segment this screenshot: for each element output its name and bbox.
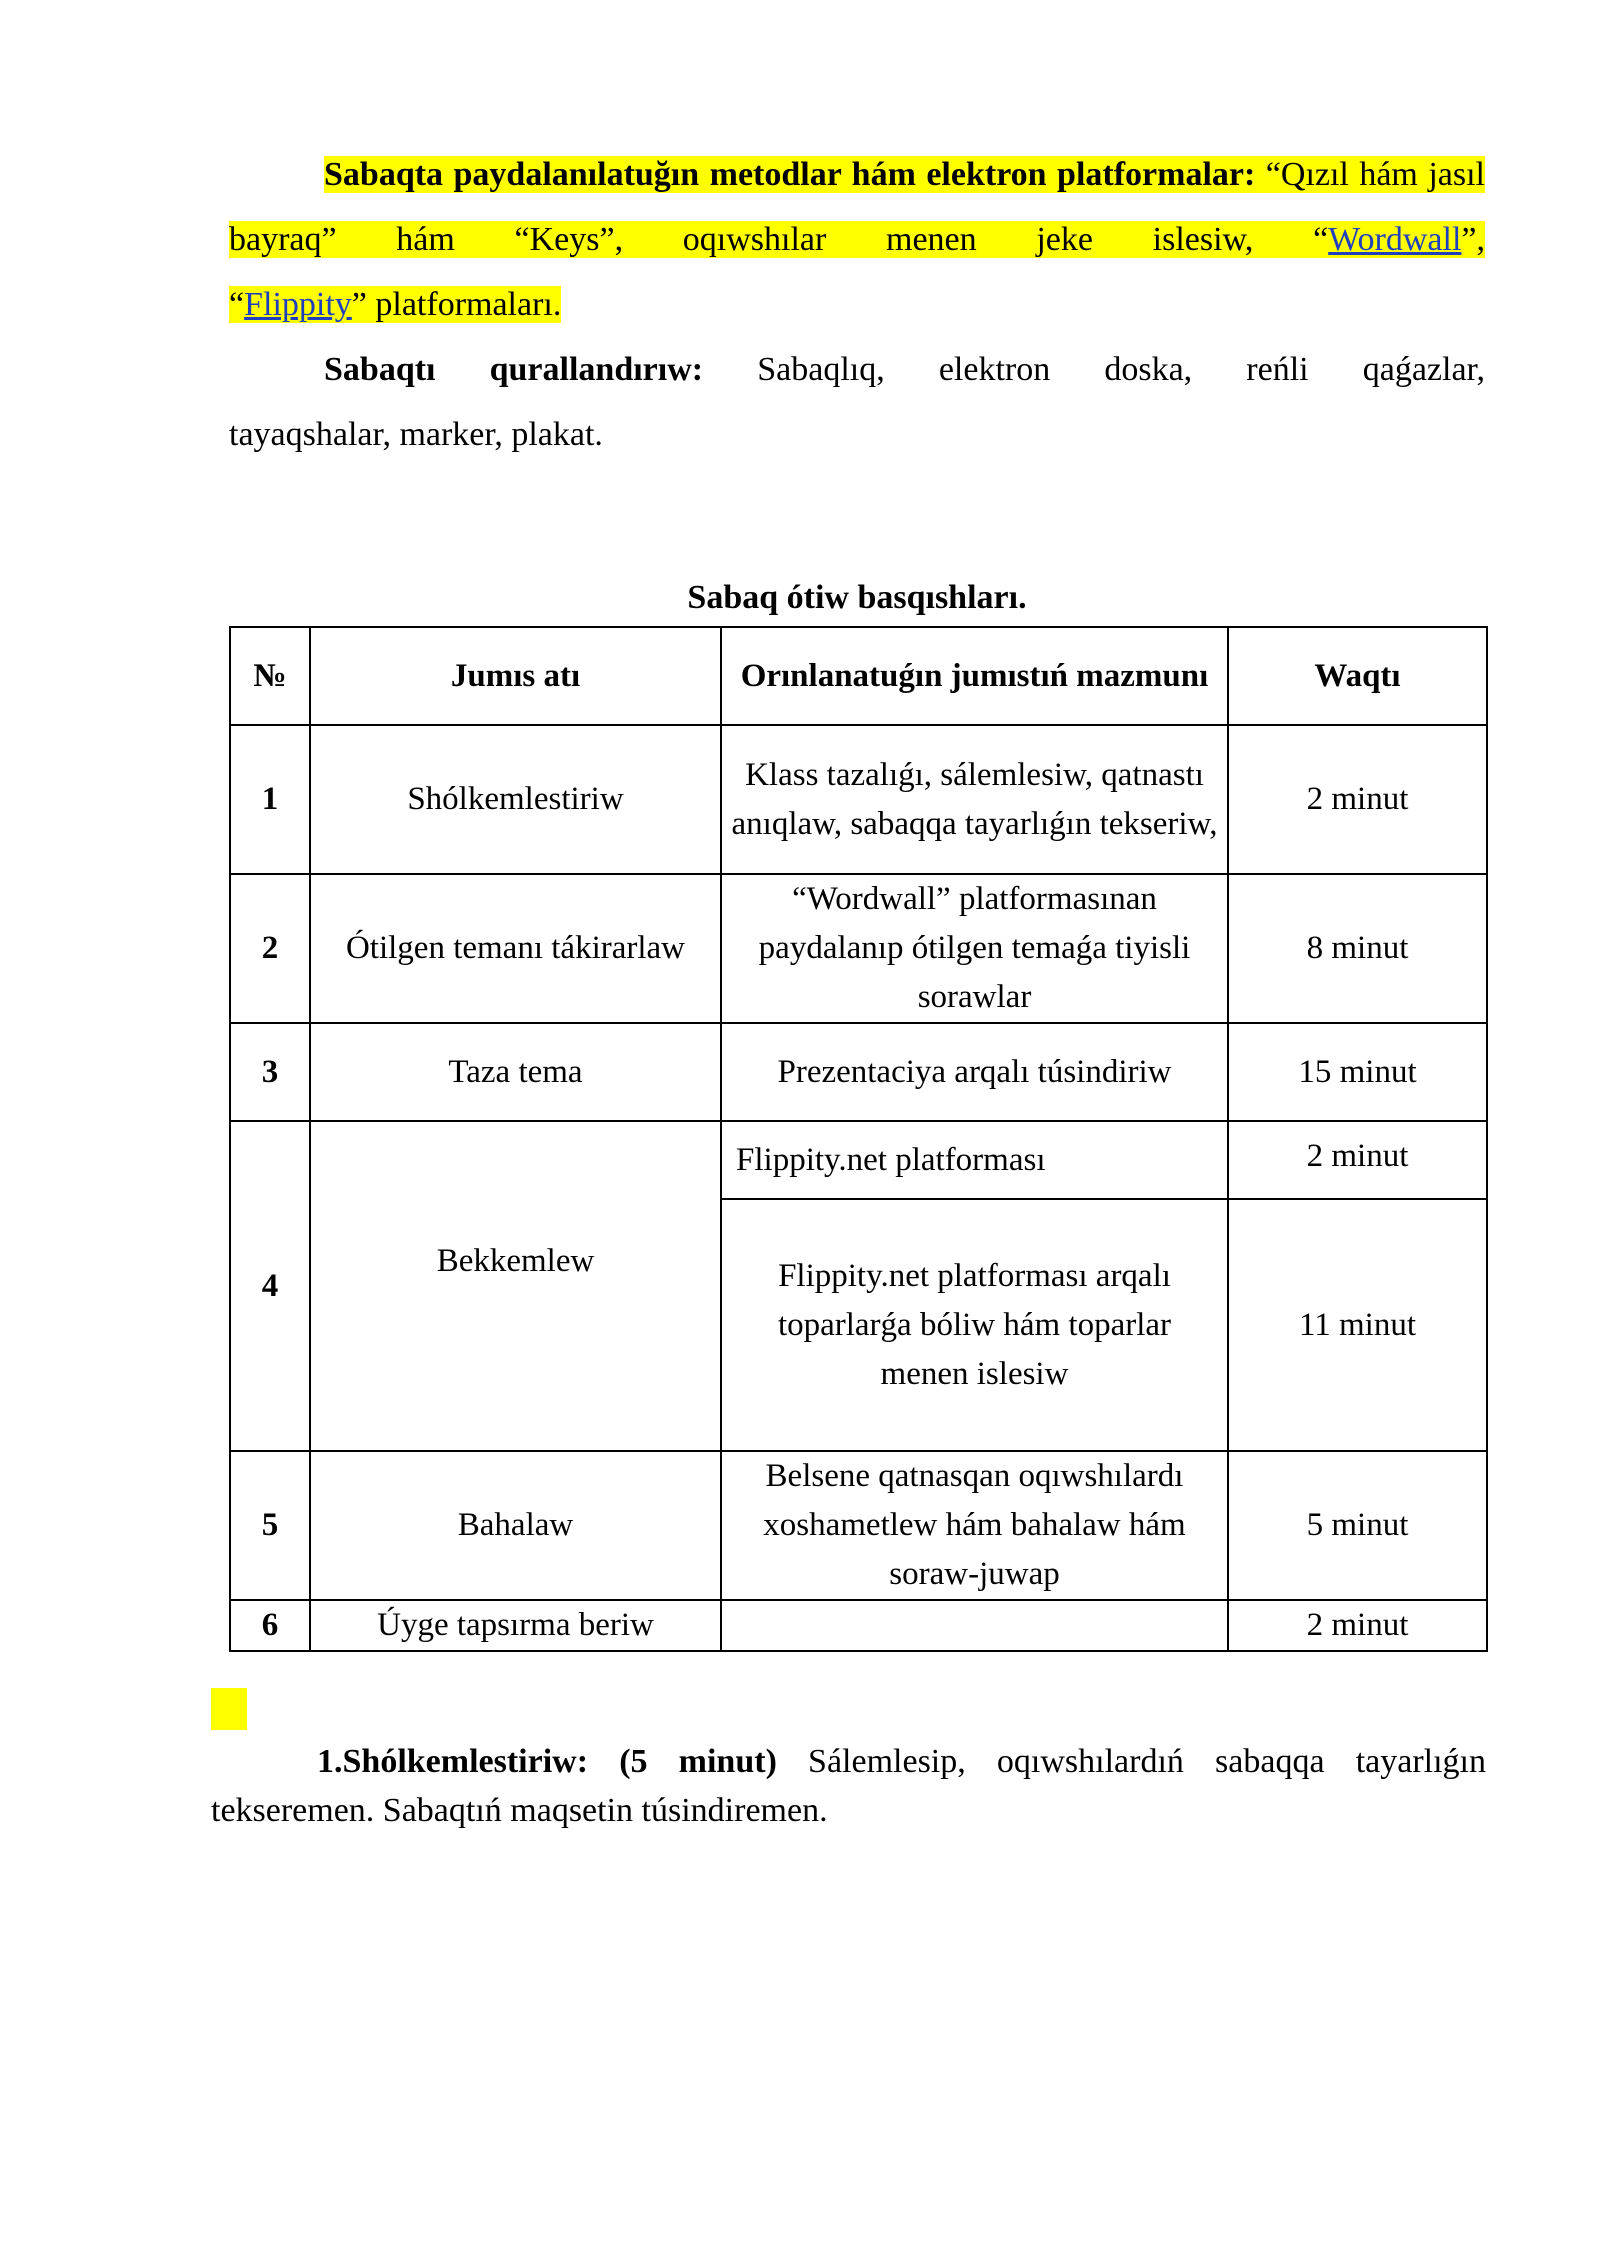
table-row [230, 1451, 1487, 1600]
header-time: Waqtı [1228, 627, 1487, 725]
row-task-name: Taza tema [310, 1023, 721, 1121]
methods-paragraph [229, 142, 1485, 272]
table-row [230, 725, 1487, 874]
row-time: 2 minut [1228, 1600, 1487, 1651]
row-time: 2 minut [1228, 725, 1487, 874]
row-number: 6 [230, 1600, 310, 1651]
row-task-content: Belsene qatnasqan oqıwshılardı xoshametlew hám bahalaw hám soraw-juwap [721, 1451, 1228, 1600]
row-task-content: Klass tazalıǵı, sálemlesiw, qatnastı anıqlaw, sabaqqa tayarlıǵın tekseriw, [721, 725, 1228, 874]
section1-text: Sálemlesip, oqıwshılardıń sabaqqa tayarlıǵın tekseremen. Sabaqtıń maqsetin túsindiremen. [211, 1743, 1486, 1829]
row-time: 11 minut [1228, 1199, 1487, 1451]
methods-text-2: ”, [1461, 221, 1485, 258]
wordwall-link[interactable]: Wordwall [1328, 221, 1462, 258]
row-number: 5 [230, 1451, 310, 1600]
table-caption: Sabaq ótiw basqıshları. [687, 579, 1027, 616]
table-row [230, 1121, 1487, 1199]
row-task-name: Bahalaw [310, 1451, 721, 1600]
table-row [230, 1023, 1487, 1121]
methods-text-3: “ [229, 286, 245, 323]
table-row [230, 874, 1487, 1023]
row-number: 1 [230, 725, 310, 874]
lesson-plan-table [229, 626, 1488, 1652]
row-task-name: Bekkemlew [310, 1121, 721, 1451]
methods-label: Sabaqta paydalanılatuğın metodlar hám elektron platformalar: [324, 156, 1256, 193]
methods-paragraph-end [229, 272, 1485, 337]
row-task-content [721, 1600, 1228, 1651]
table-header-row [230, 627, 1487, 725]
equipment-text-2: tayaqshalar, marker, plakat. [229, 416, 603, 453]
row-task-content: Flippity.net platforması [721, 1121, 1228, 1199]
header-task-content: Orınlanatuǵın jumıstıń mazmunı [721, 627, 1228, 725]
equipment-paragraph [229, 337, 1485, 402]
row-task-content: Flippity.net platforması arqalı toparlarǵa bóliw hám toparlar menen islesiw [721, 1199, 1228, 1451]
flippity-link[interactable]: Flippity [244, 286, 352, 323]
equipment-label: Sabaqtı qurallandırıw: [324, 351, 704, 388]
row-task-name: Úyge tapsırma beriw [310, 1600, 721, 1651]
row-time: 2 minut [1228, 1121, 1487, 1199]
row-task-name: Shólkemlestiriw [310, 725, 721, 874]
equipment-paragraph-end [229, 402, 1485, 467]
row-task-content: Prezentaciya arqalı túsindiriw [721, 1023, 1228, 1121]
equipment-text: Sabaqlıq, elektron doska, reńli qaǵazlar, [757, 351, 1486, 388]
methods-text-4: ” platformaları. [351, 286, 562, 323]
methods-text-1: “Qızıl hám jasıl bayraq” hám “Keys”, oqıwshılar menen jeke islesiw, “ [229, 156, 1485, 258]
highlight-marker [211, 1688, 247, 1730]
header-number: № [230, 627, 310, 725]
row-task-name: Ótilgen temanı tákirarlaw [310, 874, 721, 1023]
row-time: 15 minut [1228, 1023, 1487, 1121]
row-number: 4 [230, 1121, 310, 1451]
header-task-name: Jumıs atı [310, 627, 721, 725]
section1-heading: 1.Shólkemlestiriw: (5 minut) [317, 1743, 777, 1780]
row-number: 2 [230, 874, 310, 1023]
row-time: 5 minut [1228, 1451, 1487, 1600]
row-task-content: “Wordwall” platformasınan paydalanıp ótilgen temaǵa tiyisli sorawlar [721, 874, 1228, 1023]
row-time: 8 minut [1228, 874, 1487, 1023]
section1-paragraph [211, 1737, 1486, 1835]
row-number: 3 [230, 1023, 310, 1121]
table-row [230, 1600, 1487, 1651]
